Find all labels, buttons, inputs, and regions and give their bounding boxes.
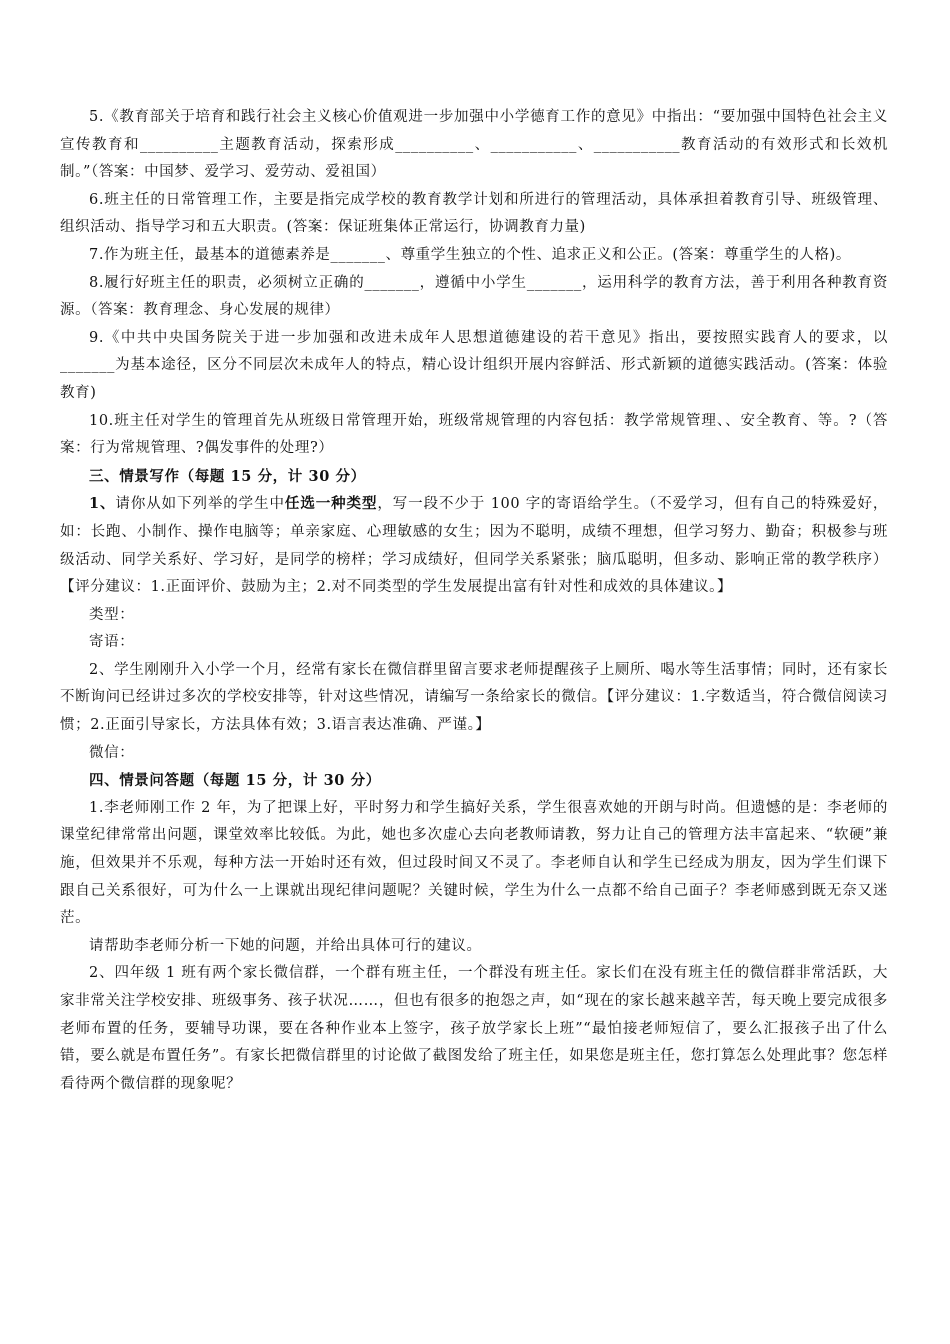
question-text-after: ，写一段不少于 100 字的寄语给学生。（不爱学习，但有自己的特殊爱好，如：长跑、小制作、操作电脑等；单亲家庭、心理敏感的女生；因为不聪明，成绩不理想，但学习努力、勤奋；积极参与班级活动、同学关系好、学习好，是同学的榜样；学习成绩好，但同学关系紧张；脑瓜聪明，但多动、影响正常的教学秩序）【评分建议：1.正面评价、鼓励为主；2.对不同类型的学生发展提出富有针对性和成效的具体建议。】 <box>60 496 888 596</box>
question-text-emphasis: 任选一种类型 <box>284 495 378 513</box>
question-8: 8.履行好班主任的职责，必须树立正确的_______，遵循中小学生_______，运用科学的教育方法，善于利用各种教育资源。（答案：教育理念、身心发展的规律） <box>60 274 888 319</box>
section-4-question-2: 2、四年级 1 班有两个家长微信群，一个群有班主任，一个群没有班主任。家长们在没有班主任的微信群非常活跃，大家非常关注学校安排、班级事务、孩子状况……，但也有很多的抱怨之声，如“现在的家长越来越辛苦，每天晚上要完成很多老师布置的任务，要辅导功课，要在各种作业本上签字，孩子放学家长上班”“最怕接老师短信了，要么汇报孩子出了什么错，要么就是布置任务”。有家长把微信群里的讨论做了截图发给了班主任，如果您是班主任，您打算怎么处理此事？您怎样看待两个微信群的现象呢？ <box>60 965 888 1092</box>
message-label: 寄语： <box>89 634 135 651</box>
wechat-label: 微信： <box>89 744 135 761</box>
section-3-question-1 <box>60 490 888 601</box>
question-5: 5.《教育部关于培育和践行社会主义核心价值观进一步加强中小学德育工作的意见》中指出：“要加强中国特色社会主义宣传教育和__________主题教育活动，探索形成__________、___________、___________教育活动的有效形式和长效机制。”（答案：中国梦、爱学习、爱劳动、爱祖国） <box>60 109 888 181</box>
question-text-before: 请你从如下列举的学生中 <box>115 496 285 513</box>
question-number: 1、 <box>89 495 116 513</box>
type-label: 类型： <box>89 606 135 623</box>
question-6: 6.班主任的日常管理工作，主要是指完成学校的教育教学计划和所进行的管理活动，具体承担着教育引导、班级管理、组织活动、指导学习和五大职责。(答案：保证班集体正常运行，协调教育力量) <box>60 191 888 236</box>
section-4-question-1-prompt: 请帮助李老师分析一下她的问题，并给出具体可行的建议。 <box>89 937 482 954</box>
question-7: 7.作为班主任，最基本的道德素养是_______、尊重学生独立的个性、追求正义和公正。(答案：尊重学生的人格)。 <box>89 246 851 263</box>
section-4-heading: 四、情景问答题（每题 15 分，计 30 分） <box>89 772 381 790</box>
question-10: 10.班主任对学生的管理首先从班级日常管理开始，班级常规管理的内容包括：教学常规管理、、安全教育、等。?（答案：行为常规管理、?偶发事件的处理?） <box>60 412 888 457</box>
section-3-question-2: 2、学生刚刚升入小学一个月，经常有家长在微信群里留言要求老师提醒孩子上厕所、喝水等生活事情；同时，还有家长不断询问已经讲过多次的学校安排等，针对这些情况，请编写一条给家长的微信。【评分建议：1.字数适当，符合微信阅读习惯；2.正面引导家长，方法具体有效；3.语言表达准确、严谨。】 <box>60 661 888 734</box>
section-3-heading: 三、情景写作（每题 15 分，计 30 分） <box>89 467 366 485</box>
question-9: 9.《中共中央国务院关于进一步加强和改进未成年人思想道德建设的若干意见》指出，要按照实践育人的要求，以_______为基本途径，区分不同层次未成年人的特点，精心设计组织开展内容鲜活、形式新颖的道德实践活动。(答案：体验教育) <box>60 329 888 401</box>
section-4-question-1: 1.李老师刚工作 2 年，为了把课上好，平时努力和学生搞好关系，学生很喜欢她的开朗与时尚。但遗憾的是：李老师的课堂纪律常常出问题，课堂效率比较低。为此，她也多次虚心去向老教师请教，努力让自己的管理方法丰富起来、“软硬”兼施，但效果并不乐观，每种方法一开始时还有效，但过段时间又不灵了。李老师自认和学生已经成为朋友，因为学生们课下跟自己关系很好，可为什么一上课就出现纪律问题呢？关键时候，学生为什么一点都不给自己面子？李老师感到既无奈又迷茫。 <box>60 799 888 927</box>
